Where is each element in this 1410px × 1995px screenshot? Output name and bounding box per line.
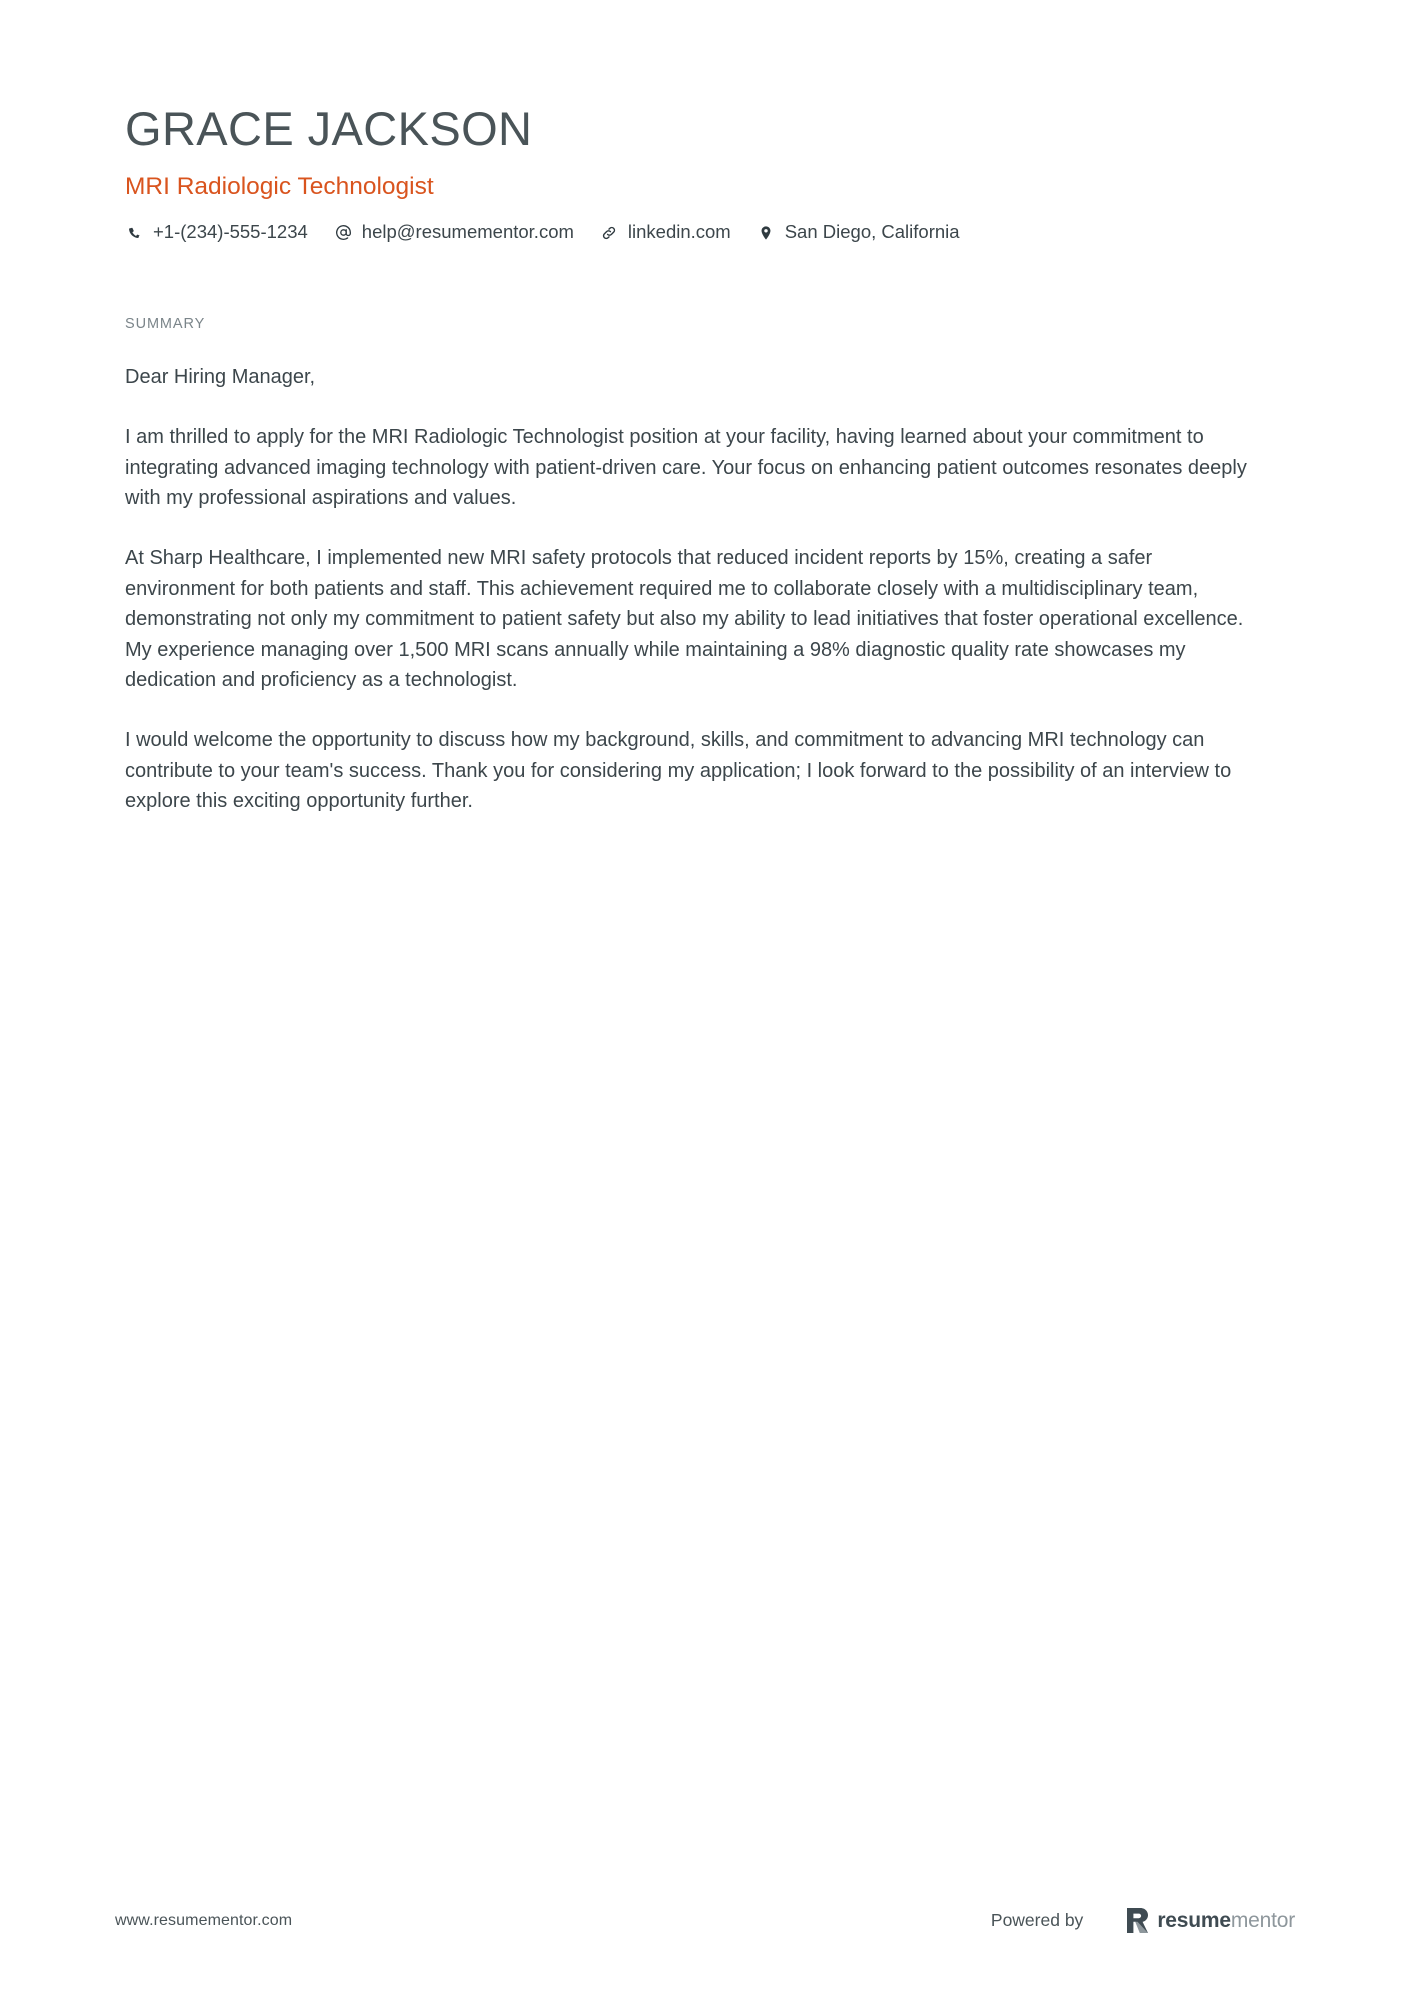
link-icon bbox=[600, 223, 619, 242]
contact-row bbox=[125, 223, 1285, 242]
resumementor-wordmark bbox=[1157, 1910, 1295, 1931]
body-paragraph: At Sharp Healthcare, I implemented new MRI safety protocols that reduced incident reports by 15%, creating a safer environment for both patients and staff. This achievement required me to collaborate closely with a multidisciplinary team, demonstrating not only my commitment to patient safety but also my ability to lead initiatives that foster operational excellence. My experience managing over 1,500 MRI scans annually while maintaining a 98% diagnostic quality rate showcases my dedication and proficiency as a technologist. bbox=[125, 547, 1244, 691]
body-paragraph: I would welcome the opportunity to discuss how my background, skills, and commitment to advancing MRI technology can contribute to your team's success. Thank you for considering my application; I look forward to the possibility of an interview to explore this exciting opportunity further. bbox=[125, 729, 1232, 813]
body-paragraph: I am thrilled to apply for the MRI Radiologic Technologist position at your facility, having learned about your commitment to integrating advanced imaging technology with patient-driven care. Your focus on enhancing patient outcomes resonates deeply with my professional aspirations and values. bbox=[125, 426, 1247, 509]
footer-website-url[interactable]: www.resumementor.com bbox=[115, 1911, 293, 1929]
contact-linkedin-text: linkedin.com bbox=[627, 221, 731, 243]
contact-location bbox=[757, 223, 960, 242]
document-footer bbox=[115, 1908, 1295, 1933]
document-content bbox=[125, 0, 1285, 817]
footer-brand bbox=[991, 1908, 1295, 1933]
section-title-summary: SUMMARY bbox=[125, 316, 206, 333]
summary-section bbox=[125, 316, 1285, 816]
contact-phone[interactable] bbox=[125, 223, 308, 242]
resumementor-logo[interactable] bbox=[1127, 1908, 1295, 1933]
contact-phone-text: +1-(234)-555-1234 bbox=[153, 221, 308, 243]
resumementor-logo-icon bbox=[1127, 1908, 1148, 1933]
contact-email[interactable] bbox=[334, 223, 574, 242]
candidate-name: GRACE JACKSON bbox=[125, 102, 533, 155]
candidate-job-title: MRI Radiologic Technologist bbox=[125, 172, 434, 200]
at-sign-icon bbox=[334, 223, 353, 242]
salutation: Dear Hiring Manager, bbox=[125, 366, 316, 389]
contact-linkedin[interactable] bbox=[600, 223, 731, 242]
contact-location-text: San Diego, California bbox=[784, 221, 960, 243]
powered-by-label: Powered by bbox=[990, 1910, 1084, 1930]
brand-word-light: mentor bbox=[1230, 1909, 1295, 1932]
brand-word-bold: resume bbox=[1157, 1909, 1231, 1932]
contact-email-text: help@resumementor.com bbox=[361, 221, 574, 243]
location-pin-icon bbox=[757, 223, 776, 242]
phone-icon bbox=[125, 223, 144, 242]
document-header bbox=[125, 0, 1285, 242]
